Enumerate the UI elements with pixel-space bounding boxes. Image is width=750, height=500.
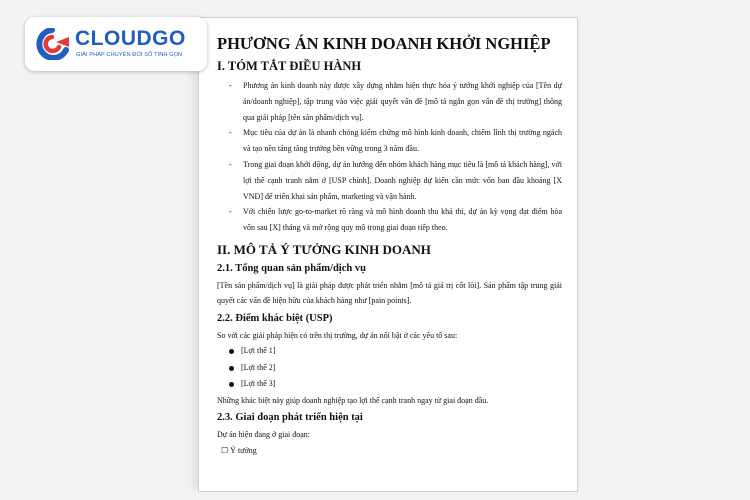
list-item: - Mục tiêu của dự án là nhanh chóng kiểm chứng mô hình kinh doanh, chiếm lĩnh thị trường ngách và tạo nền tảng tăng trưởng bền vững trong 3 năm đầu. [243,125,562,157]
paragraph: Những khác biệt này giúp doanh nghiệp tạo lợi thế cạnh tranh ngay từ giai đoạn đầu. [217,395,489,405]
list-item: - Trong giai đoạn khởi động, dự án hướng đến nhóm khách hàng mục tiêu là [mô tả khách hàng], với lợi thế cạnh tranh nằm ở [USP chính]. Doanh nghiệp dự kiến cần mức vốn ban đầu khoảng [X VNĐ] để triển khai sản phẩm, marketing và vận hành. [243,157,562,204]
list-item: [Lợi thế 3] [241,376,562,393]
document-title: PHƯƠNG ÁN KINH DOANH KHỞI NGHIỆP [217,34,551,53]
list-item: [Lợi thế 1] [241,343,562,360]
cloudgo-logo [25,17,207,71]
paragraph: So với các giải pháp hiện có trên thị trường, dự án nổi bật ở các yếu tố sau: [217,330,458,340]
subsection-2-3-heading: 2.3. Giai đoạn phát triển hiện tại [217,412,363,424]
checkbox-option: ☐ Ý tưởng [221,445,257,455]
executive-summary-list [217,78,562,236]
logo-name: CLOUDGO [75,27,186,50]
document-page [198,17,578,492]
list-item: - Với chiến lược go-to-market rõ ràng và mô hình doanh thu khả thi, dự án kỳ vọng đạt điểm hòa vốn sau [X] tháng và mở rộng quy mô trong giai đoạn tiếp theo. [243,204,562,236]
logo-tagline: GIẢI PHÁP CHUYỂN ĐỔI SỐ TINH GỌN [76,52,183,58]
section-2-heading: II. MÔ TẢ Ý TƯỞNG KINH DOANH [217,241,431,257]
paragraph: [Tên sản phẩm/dịch vụ] là giải pháp được phát triển nhằm [mô tả giá trị cốt lõi]. Sản phẩm tập trung giải quyết các vấn đề hiện hữu của khách hàng như [pain points]. [217,280,562,306]
cloudgo-logo-icon [32,28,70,60]
paragraph: Dự án hiện đang ở giai đoạn: [217,430,310,440]
list-item: [Lợi thế 2] [241,360,562,377]
subsection-2-2-heading: 2.2. Điểm khác biệt (USP) [217,312,333,324]
subsection-2-1-heading: 2.1. Tổng quan sản phẩm/dịch vụ [217,262,366,274]
document-body [217,34,562,458]
usp-list [217,343,562,393]
list-item: - Phương án kinh doanh này được xây dựng nhằm hiện thực hóa ý tưởng khởi nghiệp của [Tên dự án/doanh nghiệp], tập trung vào việc giải quyết vấn đề [mô tả ngắn gọn vấn đề thị trường] thông qua giải pháp [tên sản phẩm/dịch vụ]. [243,78,562,125]
section-1-heading: I. TÓM TẮT ĐIỀU HÀNH [217,59,362,73]
